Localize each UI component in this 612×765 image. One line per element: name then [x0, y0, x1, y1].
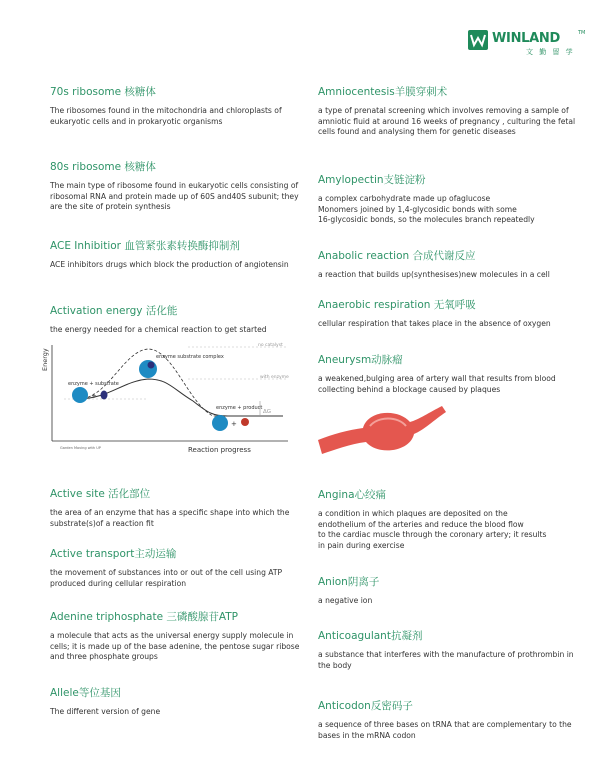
term-title: Anticodon反密码子: [318, 700, 413, 712]
winland-logo-icon: [468, 30, 488, 50]
term-definition: a molecule that acts as the universal energy supply molecule in cells; it is made up of the base adenine, the pentose sugar ribose and three phosphate groups: [50, 631, 300, 662]
glossary-entry: [50, 303, 312, 336]
glossary-entry: [318, 352, 580, 395]
term-definition: the area of an enzyme that has a specific shape into which the substrate(s)of a reaction fit: [50, 508, 290, 528]
enzyme-product-label: enzyme + product: [216, 405, 263, 411]
glossary-entry: [318, 297, 580, 330]
term-title: Anabolic reaction 合成代谢反应: [318, 250, 476, 262]
term-definition: cellular respiration that takes place in the absence of oxygen: [318, 319, 551, 328]
term-title: Amylopectin支链淀粉: [318, 174, 426, 186]
term-title: 70s ribosome 核糖体: [50, 86, 156, 98]
artery-shape: [318, 406, 446, 454]
term-title: ACE Inhibitior 血管紧张素转换酶抑制剂: [50, 240, 240, 252]
term-title: 80s ribosome 核糖体: [50, 161, 156, 173]
term-definition: a complex carbohydrate made up ofaglucose Monomers joined by 1,4-glycosidic bonds with some 16-glycosidic bonds, so the molecules branch repeatedly: [318, 194, 535, 225]
glossary-entry: [318, 172, 580, 226]
glossary-entry: [50, 486, 312, 529]
term-title: Activation energy 活化能: [50, 305, 178, 317]
term-definition: the movement of substances into or out of the cell using ATP produced during cellular respiration: [50, 568, 283, 588]
term-title: Active transport主动运输: [50, 548, 177, 560]
aneurysm-illustration: [318, 400, 448, 462]
glossary-entry: [318, 574, 580, 607]
glossary-entry: [318, 84, 580, 138]
logo-subtitle: 文 勤 留 学: [526, 48, 575, 56]
term-title: Aneurysm动脉瘤: [318, 354, 403, 366]
x-axis-label: Reaction progress: [188, 446, 251, 454]
term-title: Angina心绞痛: [318, 489, 387, 501]
bound-substrate-shape: [148, 362, 155, 369]
enzyme-substrate-label: enzyme + substrate: [68, 381, 119, 387]
term-title: Active site 活化部位: [50, 488, 151, 500]
plus-sign: +: [91, 392, 97, 400]
no-catalyst-label: no catalyst: [258, 343, 283, 348]
glossary-entry: [50, 685, 312, 718]
delta-g-label: ΔG: [263, 409, 272, 415]
term-title: Allele等位基因: [50, 687, 121, 699]
term-title: Anaerobic respiration 无氧呼吸: [318, 299, 476, 311]
glossary-entry: [50, 84, 312, 127]
glossary-entry: [318, 248, 580, 281]
term-definition: ACE inhibitors drugs which block the production of angiotensin: [50, 260, 289, 269]
enzyme-complex-shape: [139, 360, 157, 378]
term-definition: The main type of ribosome found in eukaryotic cells consisting of ribosomal RNA and protein made up of 60S and40S subunit; they are the site of protein synthesis: [50, 181, 299, 212]
substrate-shape: [101, 391, 108, 400]
glossary-entry: [50, 546, 312, 589]
term-definition: a negative ion: [318, 596, 373, 605]
glossary-entry: [50, 609, 312, 663]
figure-credit: Garden Moving with UP: [60, 446, 101, 450]
term-definition: a weakened,bulging area of artery wall that results from blood collecting behind a blockage caused by plaques: [318, 374, 556, 394]
plus-sign: +: [231, 420, 237, 428]
term-definition: a condition in which plaques are deposited on the endothelium of the arteries and reduce the blood flow to the cardiac muscle through the coronary artery; it results in pain during exercise: [318, 509, 547, 550]
logo-tm: TM: [578, 30, 586, 36]
term-title: Anion阴离子: [318, 576, 380, 588]
term-title: Amniocentesis羊膜穿刺术: [318, 86, 448, 98]
term-definition: a type of prenatal screening which involves removing a sample of amniotic fluid at around 16 weeks of pregnancy , culturing the fetal cells found and analysing them for genetic diseases: [318, 106, 576, 137]
winland-logo: [468, 30, 586, 56]
complex-label: enzyme substrate complex: [156, 354, 224, 360]
logo-text: WINLAND: [492, 31, 560, 46]
term-definition: The ribosomes found in the mitochondria and chloroplasts of eukaryotic cells and in prokaryotic organisms: [50, 106, 282, 126]
term-definition: the energy needed for a chemical reaction to get started: [50, 325, 267, 334]
enzyme-shape: [212, 415, 228, 431]
y-axis-label: Energy: [41, 348, 49, 371]
product-shape: [241, 418, 249, 426]
with-enzyme-label: with enzyme: [260, 375, 289, 380]
term-definition: a reaction that builds up(synthesises)new molecules in a cell: [318, 270, 550, 279]
term-definition: a substance that interferes with the manufacture of prothrombin in the body: [318, 650, 574, 670]
term-title: Anticoagulant抗凝剂: [318, 630, 423, 642]
glossary-entry: [318, 628, 580, 671]
term-definition: The different version of gene: [50, 707, 161, 716]
glossary-entry: [318, 487, 580, 551]
glossary-entry: [50, 159, 312, 213]
enzyme-shape: [72, 387, 88, 403]
term-definition: a sequence of three bases on tRNA that are complementary to the bases in the mRNA codon: [318, 720, 572, 740]
glossary-entry: [318, 698, 580, 741]
glossary-entry: [50, 238, 312, 271]
activation-energy-diagram: [38, 341, 318, 459]
term-title: Adenine triphosphate 三磷酸腺苷ATP: [50, 611, 238, 623]
